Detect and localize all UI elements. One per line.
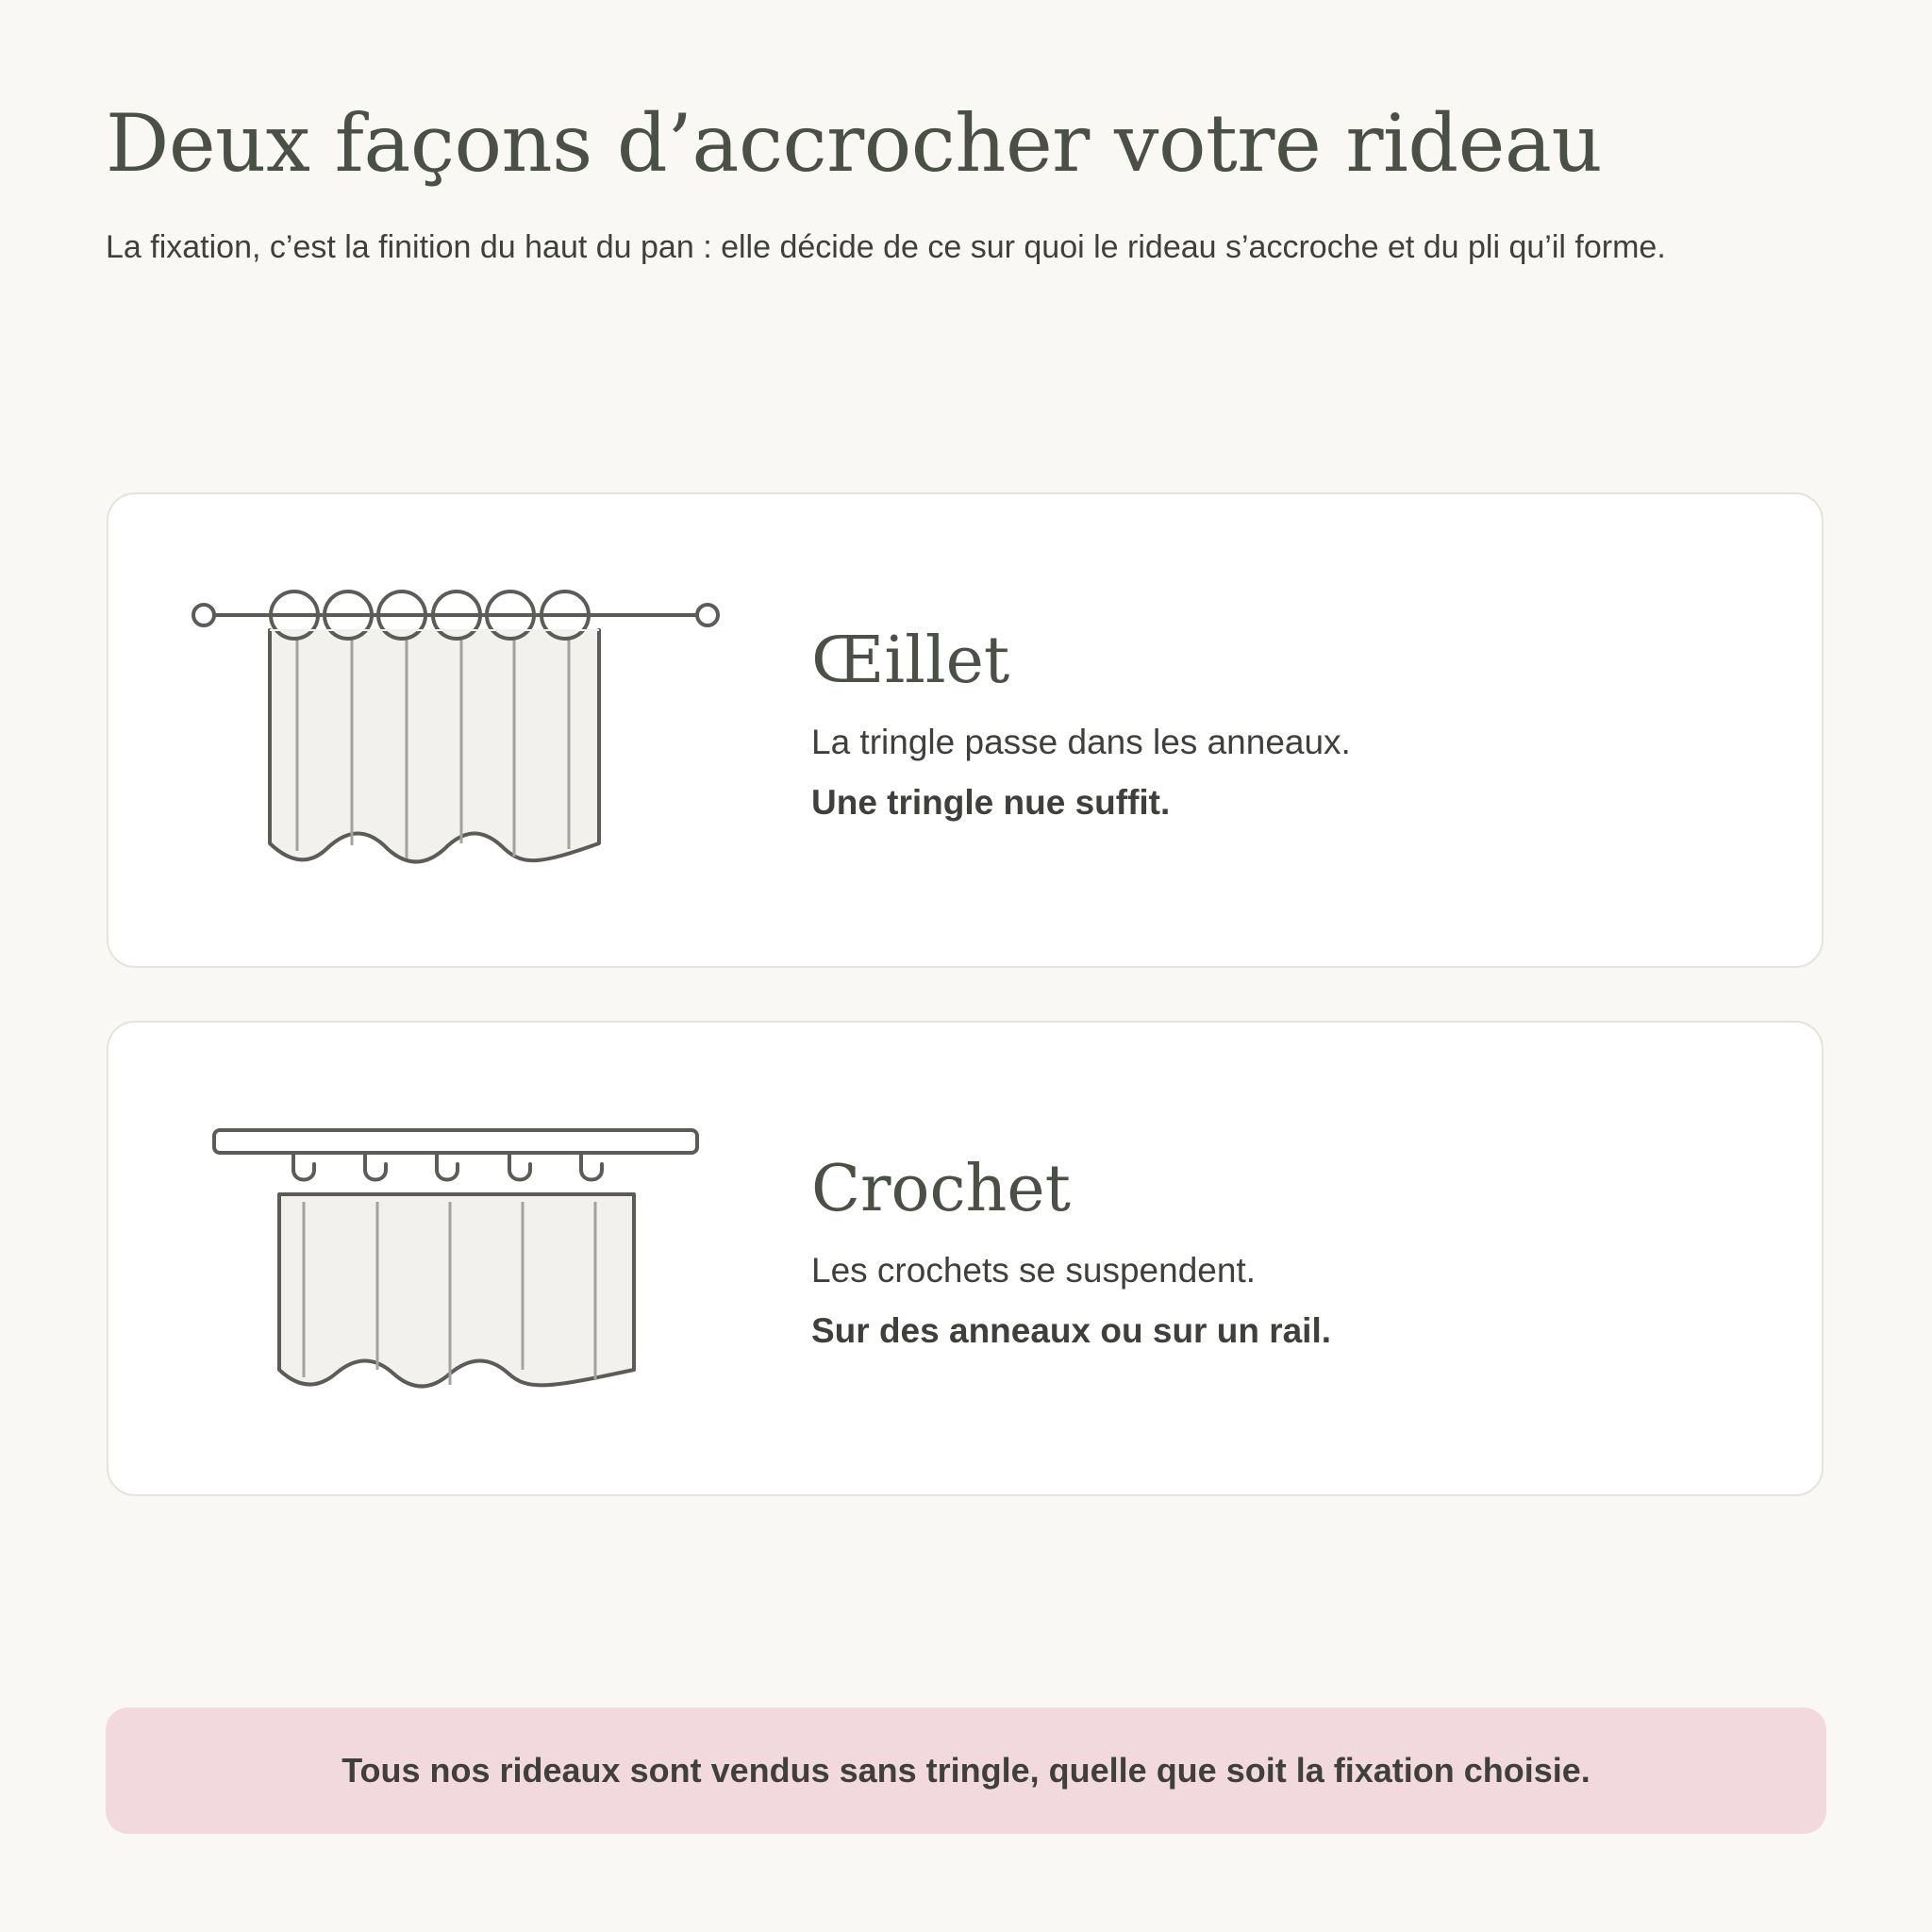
option-description: Les crochets se suspendent.	[811, 1250, 1257, 1290]
notice-banner	[106, 1707, 1826, 1834]
option-card-hook	[107, 1021, 1824, 1496]
option-title: Œillet	[811, 624, 1010, 698]
option-note: Sur des anneaux ou sur un rail.	[811, 1311, 1332, 1351]
notice-text: Tous nos rideaux sont vendus sans tringle, quelle que soit la fixation choisie.	[341, 1751, 1591, 1790]
page-subtitle: La fixation, c’est la finition du haut du pan : elle décide de ce sur quoi le rideau s’accroche et du pli qu’il forme.	[106, 229, 1666, 265]
option-title: Crochet	[811, 1152, 1071, 1226]
option-note: Une tringle nue suffit.	[811, 783, 1171, 823]
page-title: Deux façons d’accrocher votre rideau	[106, 97, 1603, 190]
eyelet-curtain-icon	[108, 494, 769, 970]
option-card-eyelet	[107, 492, 1824, 968]
option-description: La tringle passe dans les anneaux.	[811, 722, 1351, 761]
hook-curtain-icon	[108, 1023, 769, 1498]
